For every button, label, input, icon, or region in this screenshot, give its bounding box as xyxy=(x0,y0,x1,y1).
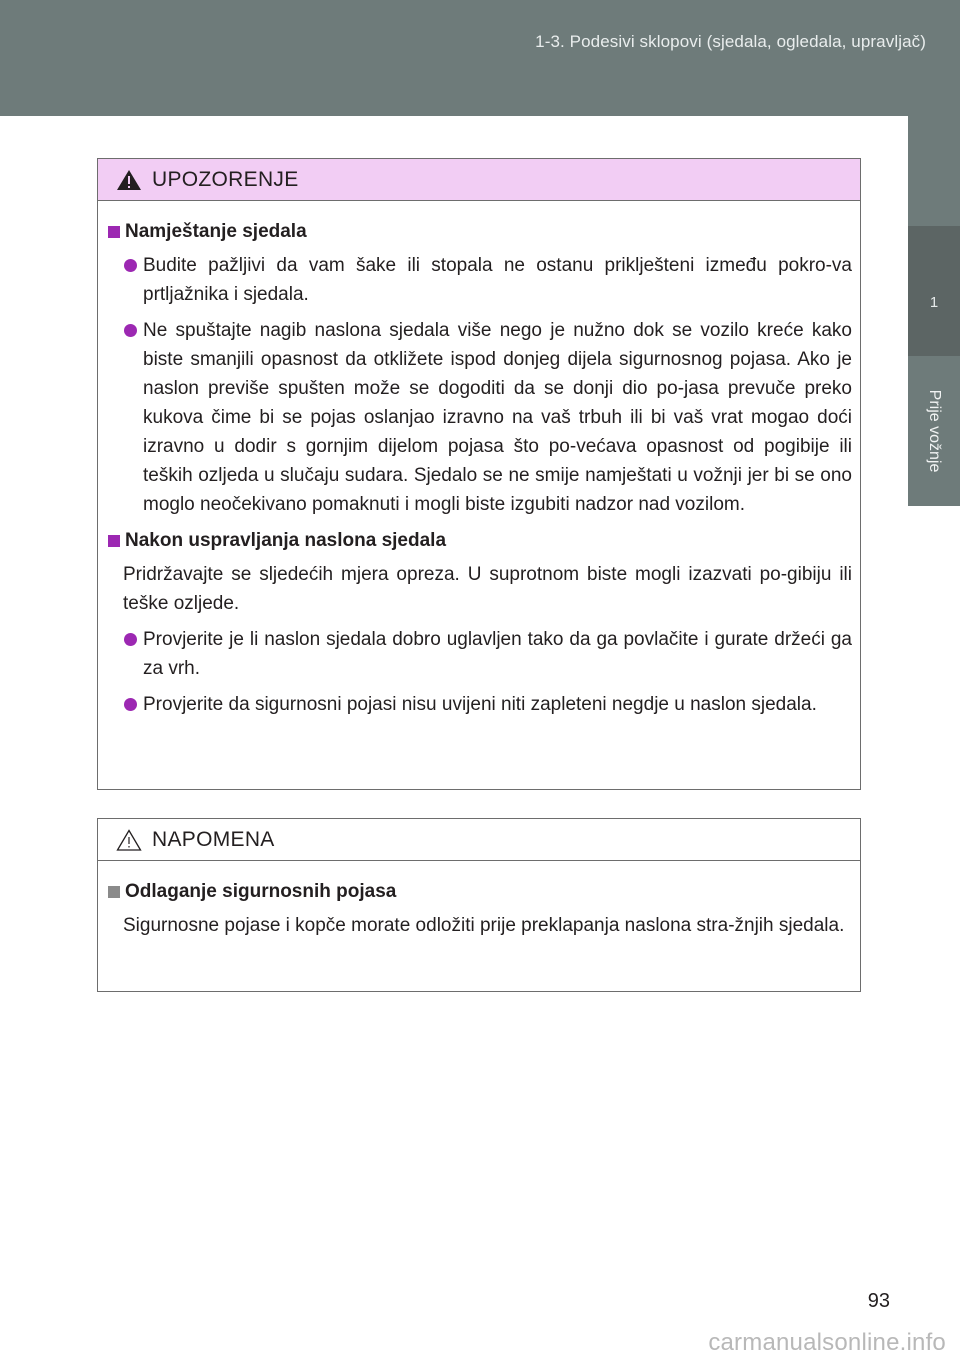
list-item xyxy=(108,316,852,519)
chapter-tab[interactable] xyxy=(908,226,960,356)
warning-triangle-icon xyxy=(116,169,142,191)
round-bullet-icon xyxy=(124,633,137,646)
warning-box-title: UPOZORENJE xyxy=(152,167,299,191)
chapter-tab-label-area xyxy=(908,356,960,506)
round-bullet-icon xyxy=(124,324,137,337)
list-item xyxy=(108,625,852,683)
section-heading xyxy=(108,217,852,246)
chapter-header-title: 1-3. Podesivi sklopovi (sjedala, ogledala, upravljač) xyxy=(535,32,926,51)
chapter-tab-number: 1 xyxy=(929,294,939,311)
list-item-text: Budite pažljivi da vam šake ili stopala ne ostanu priklješteni između pokro-va prtljažnika i sjedala. xyxy=(143,255,852,305)
section-paragraph: Pridržavajte se sljedećih mjera opreza. U suprotnom biste mogli izazvati po-gibiju ili teške ozljede. xyxy=(123,564,852,614)
section-paragraph: Sigurnosne pojase i kopče morate odložiti prije preklapanja naslona stra-žnjih sjedala. xyxy=(123,915,845,936)
section-heading xyxy=(108,526,852,555)
square-bullet-icon xyxy=(108,886,120,898)
notice-box xyxy=(97,818,861,992)
side-tab-upper xyxy=(908,116,960,226)
warning-box xyxy=(97,158,861,790)
page-number: 93 xyxy=(867,1290,890,1312)
watermark: carmanualsonline.info xyxy=(708,1329,946,1356)
notice-box-header xyxy=(98,819,860,861)
round-bullet-icon xyxy=(124,698,137,711)
warning-box-body xyxy=(98,201,860,719)
notice-box-title: NAPOMENA xyxy=(152,827,275,851)
section-heading-text: Odlaganje sigurnosnih pojasa xyxy=(125,881,397,902)
caution-triangle-outline-icon xyxy=(116,829,142,851)
chapter-tab-label: Prije vožnje xyxy=(926,389,943,473)
section-heading-text: Nakon uspravljanja naslona sjedala xyxy=(125,530,447,551)
square-bullet-icon xyxy=(108,226,120,238)
warning-box-header xyxy=(98,159,860,201)
section-heading xyxy=(108,877,852,906)
square-bullet-icon xyxy=(108,535,120,547)
top-header xyxy=(0,0,960,116)
list-item-text: Provjerite da sigurnosni pojasi nisu uvijeni niti zapleteni negdje u naslon sjedala. xyxy=(143,694,817,715)
list-item-text: Provjerite je li naslon sjedala dobro uglavljen tako da ga povlačite i gurate držeći ga za vrh. xyxy=(143,629,852,679)
round-bullet-icon xyxy=(124,259,137,272)
list-item-text: Ne spuštajte nagib naslona sjedala više nego je nužno dok se vozilo kreće kako biste smanjili opasnost da otkližete ispod donjeg dijela sigurnosnog pojasa. Ako je naslon previše spušten može se dogoditi da se donji dio po-jasa prevuče preko kukova čime bi se pojas oslanjao izravno na vaš trbuh ili bi vaš vrat mogao doći izravno u dodir s gornjim dijelom pojasa što po-većava opasnost od pogibije ili teških ozljeda u slučaju sudara. Sjedalo se ne smije namještati u vožnji jer bi se ono moglo neočekivano pomaknuti i mogli biste izgubiti nadzor nad vozilom. xyxy=(143,320,852,515)
notice-box-body xyxy=(98,861,860,940)
list-item xyxy=(108,251,852,309)
list-item xyxy=(108,690,852,719)
section-heading-text: Namještanje sjedala xyxy=(125,221,307,242)
